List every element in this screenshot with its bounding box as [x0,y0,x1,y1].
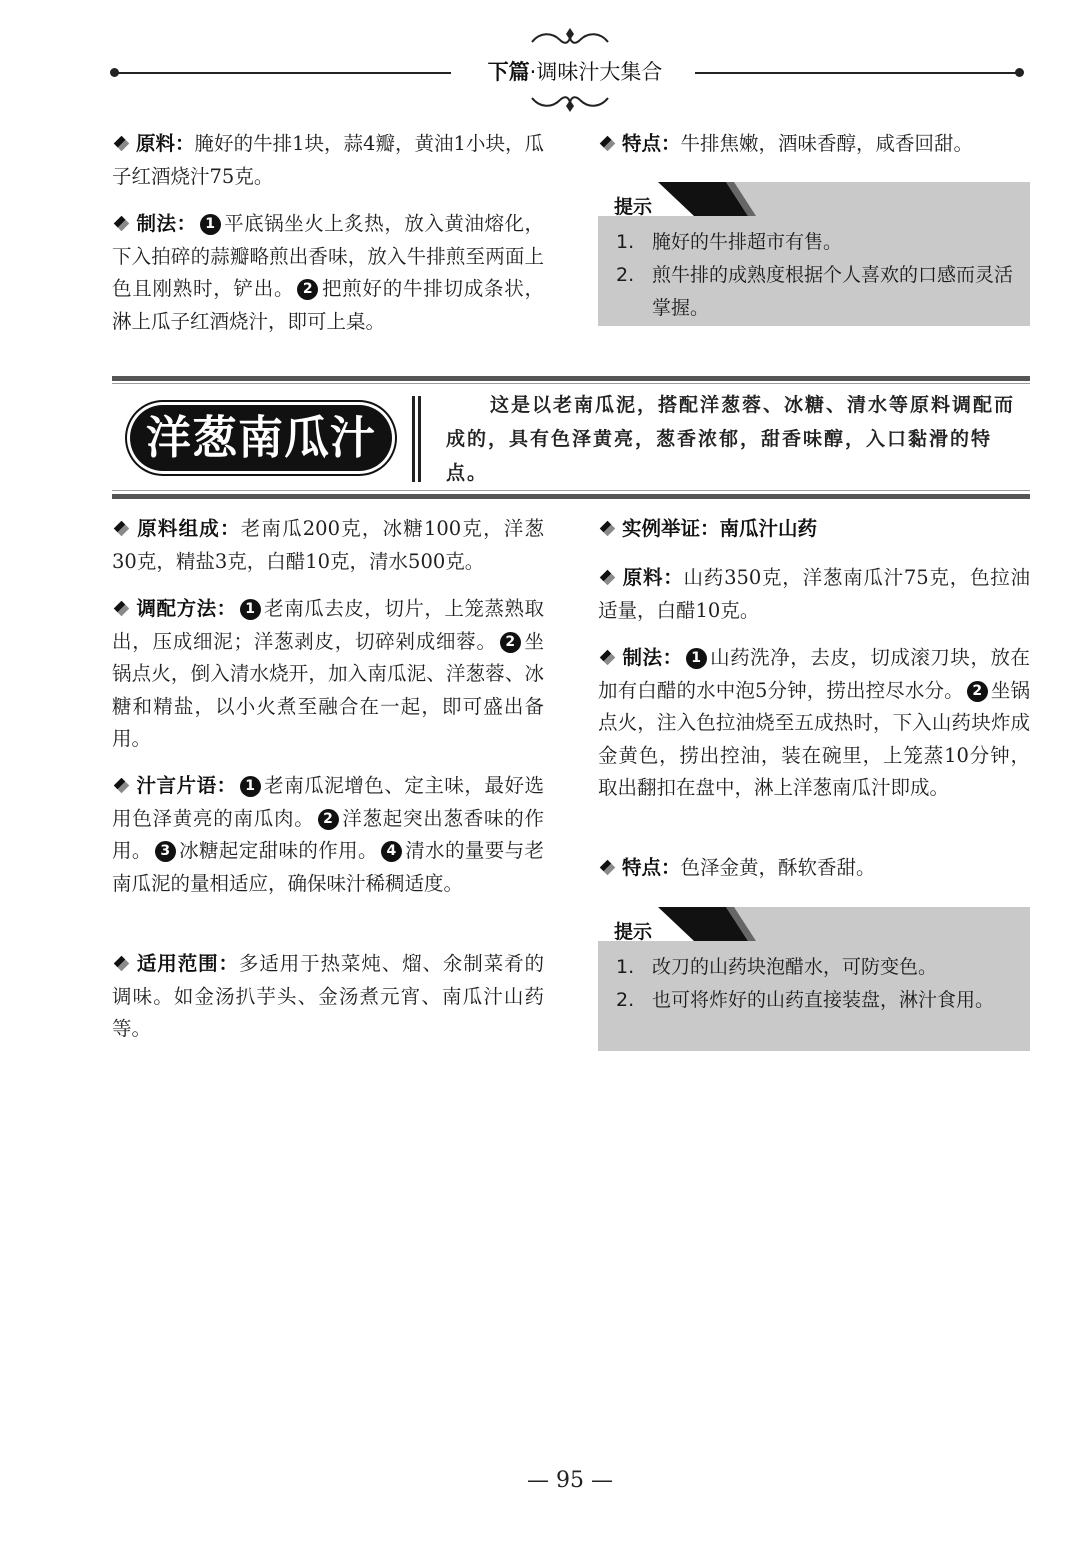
note-3: 冰糖起定甜味的作用。 [178,839,378,862]
prep-method-step2: 坐锅点火，倒入清水烧开，加入南瓜泥、洋葱蓉、冰糖和精盐，以小火煮至融合在一起，即可盛出备用。 [112,629,544,750]
composition-text: 老南瓜200克，冰糖100克，洋葱30克，精盐3克，白醋10克，清水500克。 [112,517,544,573]
scope-text: 多适用于热菜炖、熘、氽制菜肴的调味。如金汤扒芋头、金汤煮元宵、南瓜汁山药等。 [112,952,544,1040]
tip-box-top [598,182,1030,326]
step-number-icon: 2 [967,681,988,702]
diamond-bullet-icon [114,521,130,537]
diamond-bullet-icon [600,136,616,152]
tip-item-number: 1. [616,956,635,978]
tip-flag-icon [598,907,1030,941]
prev-materials-text: 腌好的牛排1块，蒜4瓣，黄油1小块，瓜子红酒烧汁75克。 [112,132,544,188]
prev-feature-label: 特点： [622,132,681,155]
example-method-label: 制法： [622,646,683,669]
example-text: 南瓜汁山药 [719,517,818,540]
prep-method-step1: 老南瓜去皮，切片，上笼蒸熟取出，压成细泥；洋葱剥皮，切碎剁成细蓉。 [112,597,544,653]
diamond-bullet-icon [114,216,130,232]
running-header [455,56,695,86]
example-feature-text: 色泽金黄，酥软香甜。 [680,856,876,879]
step-number-icon: 2 [318,809,339,830]
diamond-bullet-icon [114,601,130,617]
tip-item [614,951,1016,984]
diamond-bullet-icon [600,650,616,666]
diamond-bullet-icon [600,860,616,876]
tip-item-text: 腌好的牛排超市有售。 [652,231,843,253]
composition-label: 原料组成： [136,517,241,540]
step-number-icon: 1 [240,776,261,797]
prev-materials [112,128,544,193]
example-materials-text: 山药350克，洋葱南瓜汁75克，色拉油适量，白醋10克。 [598,566,1030,622]
diamond-bullet-icon [600,570,616,586]
banner-bottom-rule [112,494,1030,499]
step-number-icon: 1 [200,214,221,235]
top-ornament-icon [528,26,612,50]
tip-list [614,951,1016,1017]
page-number: — 95 — [527,1468,613,1493]
banner-divider [418,396,421,482]
notes [112,770,544,900]
diamond-bullet-icon [114,136,130,152]
tip-item-text: 煎牛排的成熟度根据个人喜欢的口感而灵活掌握。 [652,264,1014,319]
tip-flag-icon [598,182,1030,216]
prev-feature [598,128,1030,161]
composition [112,513,544,578]
step-number-icon: 1 [686,648,707,669]
tip-item [614,984,1016,1017]
example [598,513,1030,546]
header-part: 下篇 [487,60,530,84]
tip-label: 提示 [614,196,653,218]
prev-method-step2: 把煎好的牛排切成条状，淋上瓜子红酒烧汁，即可上桌。 [112,277,544,333]
step-number-icon: 3 [155,841,176,862]
example-method-step2: 坐锅点火，注入色拉油烧至五成热时，下入山药块炸成金黄色，捞出控油，装在碗里，上笼蒸10分钟，取出翻扣在盘中，淋上洋葱南瓜汁即成。 [598,678,1030,799]
tip-item [614,259,1016,325]
prev-method-label: 制法： [136,212,197,235]
prev-feature-text: 牛排焦嫩，酒味香醇，咸香回甜。 [680,132,974,155]
prep-method [112,593,544,756]
note-1: 老南瓜泥增色、定主味，最好选用色泽黄亮的南瓜肉。 [112,774,544,830]
prep-method-label: 调配方法： [136,597,237,620]
scope-label: 适用范围： [136,952,239,975]
tip-item-text: 也可将炸好的山药直接装盘，淋汁食用。 [652,989,995,1011]
example-method [598,642,1030,805]
tip-label: 提示 [614,921,653,943]
step-number-icon: 4 [381,841,402,862]
header-sep: · [529,60,537,84]
header-title: 调味汁大集合 [536,60,663,84]
example-feature [598,852,1030,885]
prev-method-step1: 平底锅坐火上炙热，放入黄油熔化，下入拍碎的蒜瓣略煎出香味，放入牛排煎至两面上色且刚熟时，铲出。 [112,212,544,300]
example-materials-label: 原料： [622,566,684,589]
note-2: 洋葱起突出葱香味的作用。 [112,806,544,862]
banner-bottom-rule-thin [112,490,1030,491]
recipe-intro: 这是以老南瓜泥，搭配洋葱蓉、冰糖、清水等原料调配而成的，具有色泽黄亮，葱香浓郁，甜香味醇，入口黏滑的特点。 [446,394,1016,484]
header-right-dot [1015,68,1024,77]
tip-item-text: 改刀的山药块泡醋水，可防变色。 [652,956,938,978]
header-left-rule [114,72,451,74]
bottom-ornament-icon [528,90,612,114]
tip-item [614,226,1016,259]
note-4: 清水的量要与老南瓜泥的量相适应，确保味汁稀稠适度。 [112,839,544,895]
example-label: 实例举证： [622,517,720,540]
tip-list [614,226,1016,325]
tip-item-number: 1. [616,231,635,253]
example-materials [598,562,1030,627]
header-right-rule [695,72,1017,74]
step-number-icon: 1 [240,599,261,620]
banner-top-rule-thin [112,383,1030,384]
example-feature-label: 特点： [622,856,681,879]
prev-materials-label: 原料： [136,132,195,155]
example-method-step1: 山药洗净，去皮，切成滚刀块，放在加有白醋的水中泡5分钟，捞出控尽水分。 [598,646,1030,702]
banner-divider [412,396,415,482]
tip-item-number: 2. [616,264,635,286]
diamond-bullet-icon [600,521,616,537]
diamond-bullet-icon [114,778,130,794]
banner-top-rule [112,376,1030,381]
scope [112,948,544,1046]
step-number-icon: 2 [500,632,521,653]
step-number-icon: 2 [297,279,318,300]
recipe-title: 洋葱南瓜汁 [130,405,392,471]
tip-box-bottom [598,907,1030,1051]
tip-item-number: 2. [616,989,635,1011]
diamond-bullet-icon [114,956,130,972]
prev-method [112,208,544,338]
notes-label: 汁言片语： [136,774,237,797]
